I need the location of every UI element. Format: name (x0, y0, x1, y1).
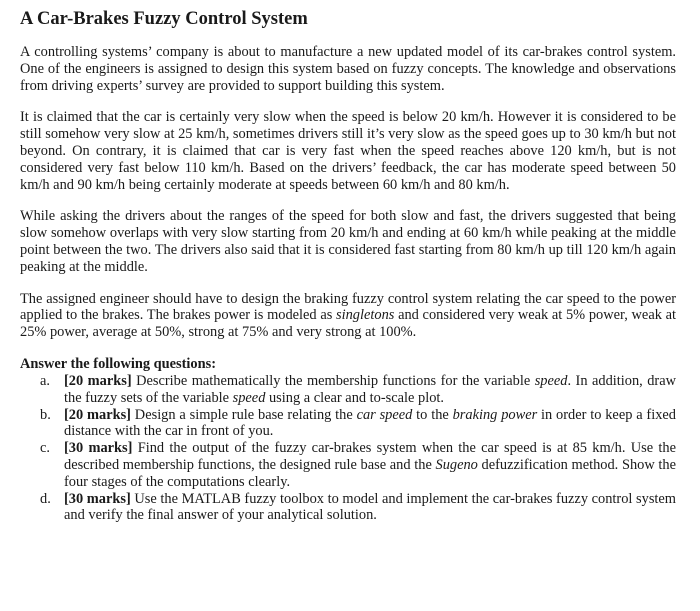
question-emphasis: Sugeno (435, 456, 478, 473)
document-title: A Car-Brakes Fuzzy Control System (20, 9, 308, 29)
question-letter: b. (40, 406, 51, 423)
question-marks: [30 marks] (64, 440, 133, 457)
question-text: in order to keep a fixed distance with the car in front of you. (64, 406, 676, 440)
question-letter: c. (40, 440, 50, 457)
questions-heading: Answer the following questions: (20, 355, 217, 372)
intro-paragraph: A controlling systems’ company is about to manufacture a new updated model of its car-brakes control system. One of the engineers is assigned to design this system based on fuzzy concepts. The knowledge and observations from driving experts’ survey are provided to support building this system. (20, 44, 676, 94)
question-text: Describe mathematically the membership functions for the variable (131, 372, 535, 389)
question-text: to the (412, 406, 453, 423)
question-letter: d. (40, 490, 51, 507)
question-emphasis: speed (232, 389, 266, 406)
question-emphasis: braking power (452, 406, 538, 423)
question-d (20, 491, 676, 525)
question-marks: [30 marks] (64, 490, 131, 507)
question-text: defuzzification method. Show the four stages of the computations clearly. (64, 456, 676, 490)
questions-list (20, 373, 676, 524)
question-text: Find the output of the fuzzy car-brakes system when the car speed is at 85 km/h. Use the described membership functions, the designed rule base and the (64, 440, 676, 473)
question-marks: [20 marks] (64, 406, 131, 423)
question-letter: a. (40, 372, 50, 389)
question-text: using a clear and to-scale plot. (265, 389, 445, 406)
brake-power-text-2: and considered very weak at 5% power, weak at 25% power, average at 50%, strong at 75% and very strong at 100%. (20, 307, 676, 341)
speed-description-paragraph: It is claimed that the car is certainly very slow when the speed is below 20 km/h. However it is considered to be still somehow very slow at 25 km/h, sometimes drivers still it’s very slow as the speed goes up to 30 km/h but not beyond. On contrary, it is claimed that car is very fast when the speed reaches above 120 km/h, but is not considered very fast below 110 km/h. Based on the drivers’ feedback, the car has moderate speed between 50 km/h and 90 km/h being certainly moderate at speeds between 60 km/h and 80 km/h. (20, 109, 676, 193)
question-text: Design a simple rule base relating the (130, 406, 357, 423)
question-b (20, 407, 676, 441)
question-a (20, 373, 676, 407)
question-c (20, 440, 676, 490)
brake-power-paragraph (20, 291, 676, 341)
question-emphasis: car speed (356, 406, 413, 423)
brake-power-emphasis: singletons (336, 307, 395, 324)
brake-power-text-1: The assigned engineer should have to design the braking fuzzy control system relating the car speed to the power applied to the brakes. The brakes power is modeled as (20, 290, 676, 324)
question-text: . In addition, draw the fuzzy sets of the variable (64, 372, 676, 406)
question-text: Use the MATLAB fuzzy toolbox to model and implement the car-brakes fuzzy control system and verify the final answer of your analytical solution. (64, 490, 677, 524)
slow-fast-ranges-paragraph: While asking the drivers about the ranges of the speed for both slow and fast, the drivers suggested that being slow somehow overlaps with very slow starting from 20 km/h and ending at 60 km/h while peaking at the middle point between the two. The drivers also said that it is considered fast starting from 80 km/h up till 120 km/h again peaking at the middle. (20, 208, 676, 275)
question-marks: [20 marks] (64, 372, 132, 389)
document-page (20, 8, 676, 524)
question-emphasis: speed (534, 372, 568, 389)
